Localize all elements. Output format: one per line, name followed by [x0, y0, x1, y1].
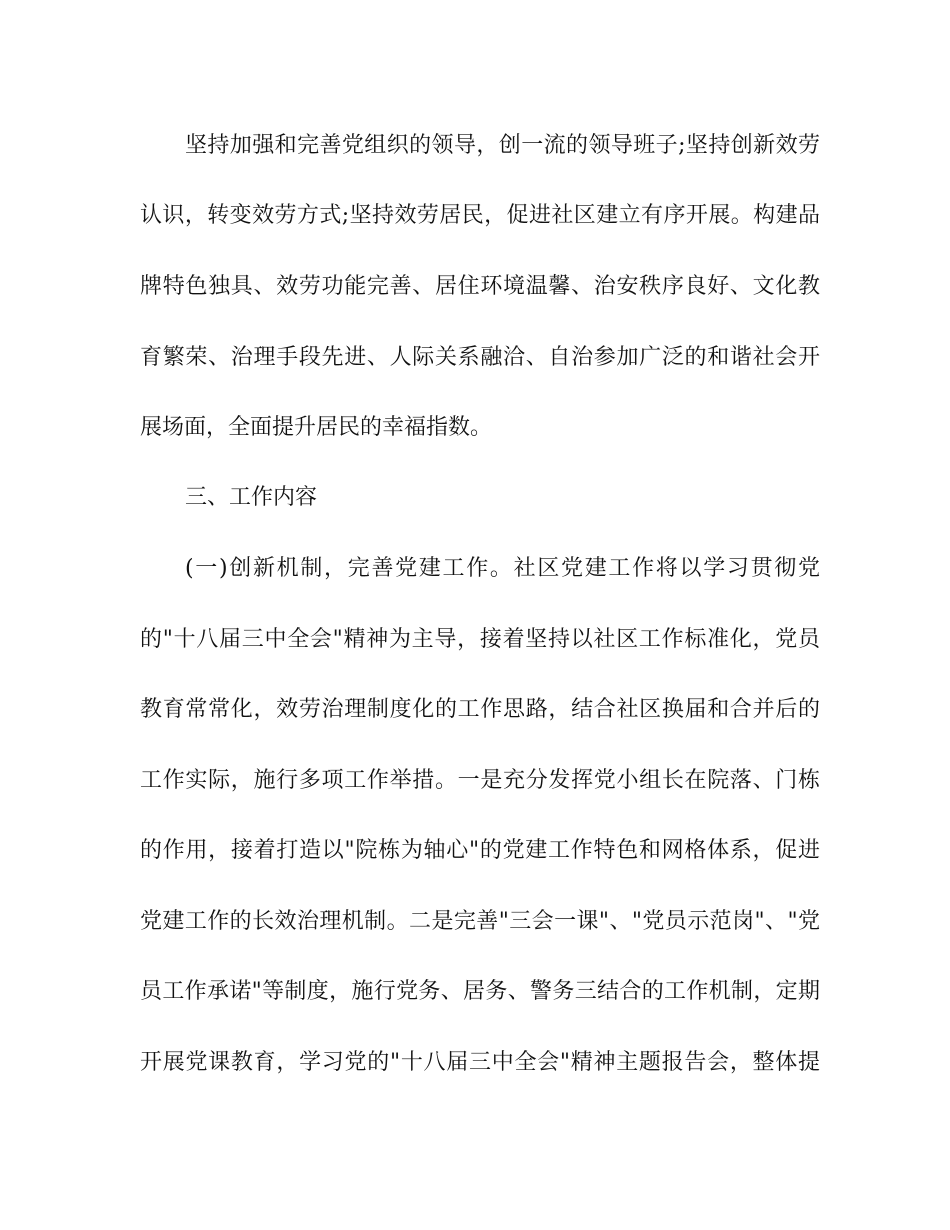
- paragraph-line-5: 展场面，全面提升居民的幸福指数。: [140, 415, 493, 440]
- paragraph-line-4: 育繁荣、治理手段先进、人际关系融洽、自治参加广泛的和谐社会开: [140, 345, 820, 370]
- paragraph-line-2: 认识，转变效劳方式;坚持效劳居民，促进社区建立有序开展。构建品: [140, 203, 820, 228]
- paragraph-line-13: 员工作承诺"等制度，施行党务、居务、警务三结合的工作机制，定期: [140, 979, 820, 1004]
- paragraph-line-1: 坚持加强和完善党组织的领导，创一流的领导班子;坚持创新效劳: [185, 133, 820, 158]
- paragraph-line-3: 牌特色独具、效劳功能完善、居住环境温馨、治安秩序良好、文化教: [140, 274, 820, 299]
- paragraph-line-7: (一)创新机制，完善党建工作。社区党建工作将以学习贯彻党: [185, 556, 820, 581]
- section-heading: 三、工作内容: [185, 485, 318, 510]
- paragraph-line-11: 的作用，接着打造以"院栋为轴心"的党建工作特色和网格体系，促进: [140, 838, 820, 863]
- paragraph-line-14: 开展党课教育，学习党的"十八届三中全会"精神主题报告会，整体提: [140, 1050, 820, 1075]
- paragraph-line-8: 的"十八届三中全会"精神为主导，接着坚持以社区工作标准化，党员: [140, 627, 820, 652]
- paragraph-line-10: 工作实际，施行多项工作举措。一是充分发挥党小组长在院落、门栋: [140, 768, 820, 793]
- paragraph-line-9: 教育常常化，效劳治理制度化的工作思路，结合社区换届和合并后的: [140, 697, 820, 722]
- paragraph-line-12: 党建工作的长效治理机制。二是完善"三会一课"、"党员示范岗"、"党: [140, 909, 820, 934]
